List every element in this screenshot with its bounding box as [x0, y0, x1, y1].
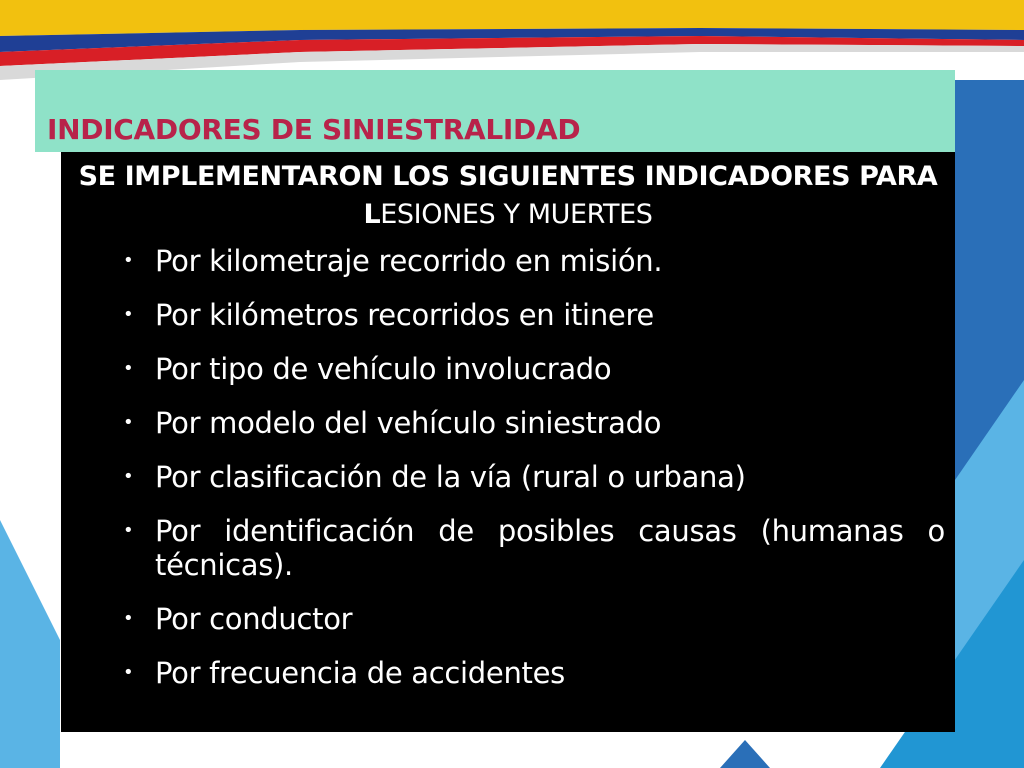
indicator-list [61, 244, 955, 690]
list-item [61, 352, 955, 386]
list-item-text: Por conductor [155, 602, 353, 636]
list-item-text: Por frecuencia de accidentes [155, 656, 565, 690]
slide-title: INDICADORES DE SINIESTRALIDAD [47, 113, 581, 146]
slide-subtitle [73, 158, 943, 234]
list-item [61, 244, 955, 278]
list-item [61, 514, 955, 582]
list-item-text: Por kilometraje recorrido en misión. [155, 244, 663, 278]
subtitle-regular-part: ESIONES Y MUERTES [380, 199, 653, 230]
content-box [61, 152, 955, 732]
bottom-center-blue-triangle [720, 740, 770, 768]
bullet-icon: • [123, 608, 134, 629]
left-light-blue-triangle [0, 520, 60, 768]
list-item-text: Por modelo del vehículo siniestrado [155, 406, 662, 440]
bullet-icon: • [123, 662, 134, 683]
bullet-icon: • [123, 466, 134, 487]
list-item-text: Por tipo de vehículo involucrado [155, 352, 612, 386]
subtitle-bold-part: SE IMPLEMENTARON LOS SIGUIENTES INDICADORES PARA L [78, 161, 938, 230]
list-item [61, 602, 955, 636]
bullet-icon: • [123, 412, 134, 433]
bullet-icon: • [123, 358, 134, 379]
bullet-icon: • [123, 304, 134, 325]
bullet-icon: • [123, 520, 134, 541]
list-item [61, 406, 955, 440]
list-item [61, 298, 955, 332]
list-item [61, 656, 955, 690]
list-item-text: Por kilómetros recorridos en itinere [155, 298, 654, 332]
list-item-text: Por identificación de posibles causas (humanas o técnicas). [155, 514, 945, 582]
bullet-icon: • [123, 250, 134, 271]
list-item [61, 460, 955, 494]
list-item-text: Por clasificación de la vía (rural o urbana) [155, 460, 746, 494]
